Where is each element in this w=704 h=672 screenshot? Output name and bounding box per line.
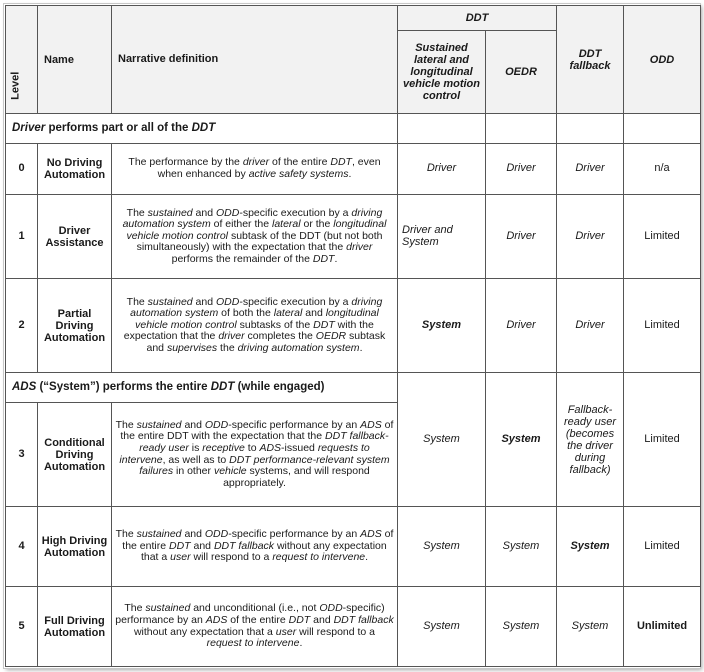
level-odd: Limited xyxy=(624,279,701,373)
level-definition: The sustained and ODD-specific performance by an ADS of the entire DDT and DDT fallback without any expectation that a user will respond to a request to intervene. xyxy=(112,507,398,587)
level-oedr: System xyxy=(486,587,557,667)
level-oedr: System xyxy=(486,373,557,507)
table-row xyxy=(6,587,701,667)
table-row xyxy=(6,279,701,373)
section1-ddt: DDT xyxy=(191,121,216,134)
section2-text: (“System”) performs the entire xyxy=(36,380,211,393)
section-driver-performs xyxy=(6,114,398,144)
level-fallback: Driver xyxy=(557,279,624,373)
driving-automation-levels-table xyxy=(5,5,701,667)
section-ads-performs xyxy=(6,373,398,403)
level-name: Full Driving Automation xyxy=(38,587,112,667)
level-fallback: System xyxy=(557,587,624,667)
level-oedr: Driver xyxy=(486,195,557,279)
level-name: No Driving Automation xyxy=(38,144,112,195)
level-sustained: Driver and System xyxy=(398,195,486,279)
section2-suffix: (while engaged) xyxy=(234,380,325,393)
section1-empty-3 xyxy=(557,114,624,144)
level-oedr: Driver xyxy=(486,279,557,373)
header-odd: ODD xyxy=(624,6,701,114)
table-row xyxy=(6,507,701,587)
level-number: 3 xyxy=(6,403,38,507)
level-sustained: System xyxy=(398,507,486,587)
section1-empty-4 xyxy=(624,114,701,144)
level-definition: The sustained and ODD-specific performance by an ADS of the entire DDT with the expectation that the DDT fallback-ready user is receptive to ADS-issued requests to intervene, as well as to DDT performance-relevant system failures in other vehicle systems, and will respond appropriately. xyxy=(112,403,398,507)
level-sustained: System xyxy=(398,279,486,373)
level-odd: Limited xyxy=(624,373,701,507)
level-sustained: System xyxy=(398,373,486,507)
level-number: 2 xyxy=(6,279,38,373)
level-odd: Unlimited xyxy=(624,587,701,667)
section1-empty-1 xyxy=(398,114,486,144)
header-level-label: Level xyxy=(9,71,22,100)
header-level xyxy=(6,6,38,114)
header-fallback: DDT fallback xyxy=(557,6,624,114)
level-odd: n/a xyxy=(624,144,701,195)
table-row xyxy=(6,144,701,195)
level-number: 4 xyxy=(6,507,38,587)
level-number: 1 xyxy=(6,195,38,279)
level-sustained: System xyxy=(398,587,486,667)
level-odd: Limited xyxy=(624,195,701,279)
section2-ddt: DDT xyxy=(210,380,235,393)
header-name: Name xyxy=(38,6,112,114)
table-row xyxy=(6,195,701,279)
level-number: 5 xyxy=(6,587,38,667)
level-fallback: System xyxy=(557,507,624,587)
level-name: High Driving Automation xyxy=(38,507,112,587)
level-definition: The sustained and ODD-specific execution by a driving automation system of either the lateral or the longitudinal vehicle motion control subtask of the DDT (but not both simultaneously) with the expectation that the driver performs the remainder of the DDT. xyxy=(112,195,398,279)
level-odd: Limited xyxy=(624,507,701,587)
header-oedr: OEDR xyxy=(486,31,557,114)
section1-text: performs part or all of the xyxy=(45,121,192,134)
level-fallback: Driver xyxy=(557,144,624,195)
level-name: Driver Assistance xyxy=(38,195,112,279)
level-fallback: Fallback-ready user (becomes the driver during fallback) xyxy=(557,373,624,507)
level-number: 0 xyxy=(6,144,38,195)
level-definition: The sustained and ODD-specific execution by a driving automation system of both the lateral and longitudinal vehicle motion control subtasks of the DDT with the expectation that the driver completes the OEDR subtask and supervises the driving automation system. xyxy=(112,279,398,373)
section1-driver: Driver xyxy=(12,121,46,134)
section1-empty-2 xyxy=(486,114,557,144)
level-sustained: Driver xyxy=(398,144,486,195)
level-oedr: Driver xyxy=(486,144,557,195)
level-fallback: Driver xyxy=(557,195,624,279)
section2-ads: ADS xyxy=(12,380,37,393)
level-oedr: System xyxy=(486,507,557,587)
level-definition: The performance by the driver of the entire DDT, even when enhanced by active safety systems. xyxy=(112,144,398,195)
level-name: Conditional Driving Automation xyxy=(38,403,112,507)
header-sustained: Sustained lateral and longitudinal vehicle motion control xyxy=(398,31,486,114)
level-definition: The sustained and unconditional (i.e., not ODD-specific) performance by an ADS of the entire DDT and DDT fallback without any expectation that a user will respond to a request to intervene. xyxy=(112,587,398,667)
header-ddt: DDT xyxy=(398,6,557,31)
header-narrative: Narrative definition xyxy=(112,6,398,114)
level-name: Partial Driving Automation xyxy=(38,279,112,373)
